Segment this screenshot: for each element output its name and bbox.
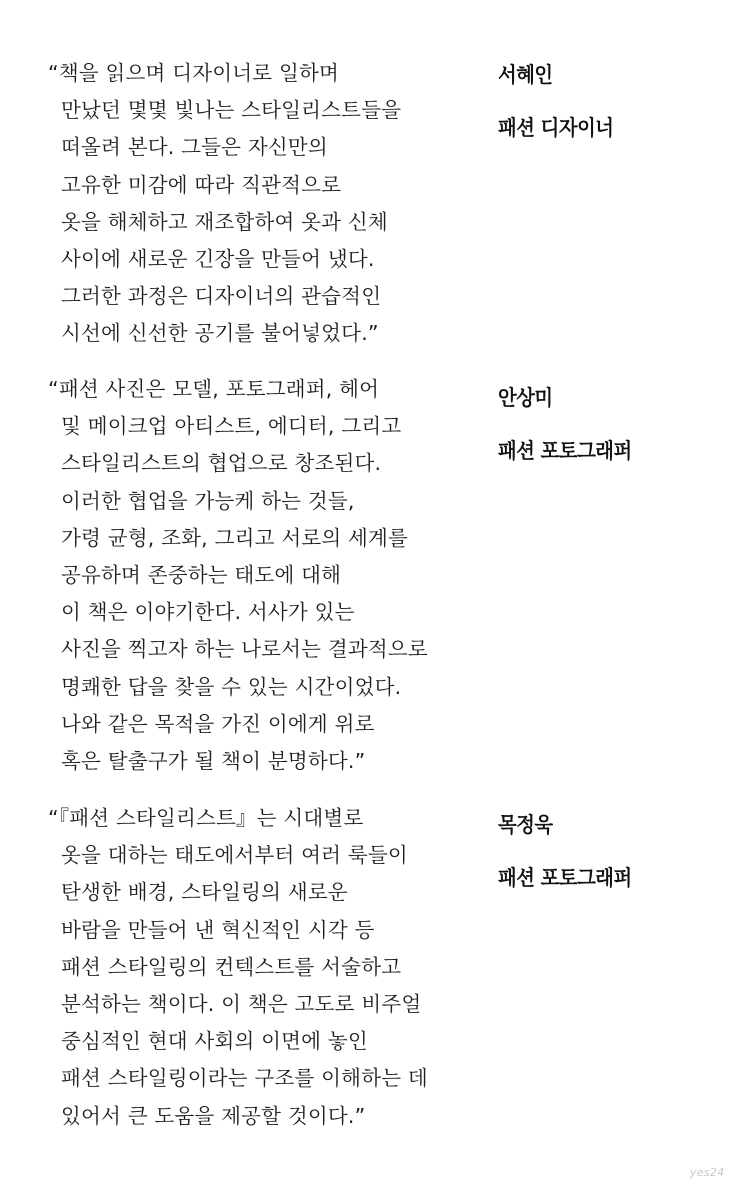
quote-line: 옷을 대하는 태도에서부터 여러 룩들이 bbox=[61, 843, 408, 868]
quote-line: 패션 스타일링의 컨텍스트를 서술하고 bbox=[61, 954, 402, 979]
quote-line: 이 책은 이야기한다. 서사가 있는 bbox=[61, 600, 355, 625]
quote-line: 그러한 과정은 디자이너의 관습적인 bbox=[61, 284, 382, 309]
author-role: 패션 포토그래퍼 bbox=[498, 866, 632, 890]
quote-line: 나와 같은 목적을 가진 이에게 위로 bbox=[61, 711, 375, 736]
review-quote bbox=[48, 800, 478, 1135]
author-name: 안상미 bbox=[498, 386, 553, 410]
quote-line: 고유한 미감에 따라 직관적으로 bbox=[61, 172, 342, 197]
quote-line: “책을 읽으며 디자이너로 일하며 bbox=[48, 61, 340, 85]
quote-line: 시선에 신선한 공기를 불어넣었다.” bbox=[61, 321, 379, 346]
quote-line: 사이에 새로운 긴장을 만들어 냈다. bbox=[61, 246, 375, 271]
quote-line: 있어서 큰 도움을 제공할 것이다.” bbox=[61, 1103, 366, 1128]
author-name: 서혜인 bbox=[498, 63, 553, 87]
quote-line: 패션 스타일링이라는 구조를 이해하는 데 bbox=[61, 1066, 428, 1091]
quote-line: 바람을 만들어 낸 혁신적인 시각 등 bbox=[61, 917, 375, 942]
quote-line: 가령 균형, 조화, 그리고 서로의 세계를 bbox=[61, 525, 409, 550]
quote-line: 명쾌한 답을 찾을 수 있는 시간이었다. bbox=[61, 674, 402, 699]
quote-line: 떠올려 본다. 그들은 자신만의 bbox=[61, 135, 328, 160]
quote-line: 중심적인 현대 사회의 이면에 놓인 bbox=[61, 1029, 368, 1054]
review-quote bbox=[48, 55, 478, 353]
review-author bbox=[498, 378, 718, 471]
quote-line: 탄생한 배경, 스타일링의 새로운 bbox=[61, 880, 348, 905]
quote-line: “패션 사진은 모델, 포토그래퍼, 헤어 bbox=[48, 377, 380, 401]
review-quote bbox=[48, 371, 478, 780]
quote-line: 만났던 몇몇 빛나는 스타일리스트들을 bbox=[61, 98, 402, 123]
quote-line: 분석하는 책이다. 이 책은 고도로 비주얼 bbox=[61, 991, 422, 1016]
watermark: yes24 bbox=[690, 1166, 725, 1179]
quote-line: 공유하며 존중하는 태도에 대해 bbox=[61, 562, 342, 587]
quote-line: 사진을 찍고자 하는 나로서는 결과적으로 bbox=[61, 637, 428, 662]
review-author bbox=[498, 55, 718, 148]
review-author bbox=[498, 805, 718, 898]
author-role: 패션 포토그래퍼 bbox=[498, 439, 632, 463]
quote-line: “『패션 스타일리스트』는 시대별로 bbox=[48, 806, 364, 830]
quote-line: 이러한 협업을 가능케 하는 것들, bbox=[61, 488, 355, 513]
author-name: 목정욱 bbox=[498, 813, 553, 837]
author-role: 패션 디자이너 bbox=[498, 116, 614, 140]
quote-line: 옷을 해체하고 재조합하여 옷과 신체 bbox=[61, 209, 388, 234]
quote-line: 및 메이크업 아티스트, 에디터, 그리고 bbox=[61, 414, 402, 439]
quote-line: 혹은 탈출구가 될 책이 분명하다.” bbox=[61, 748, 366, 773]
quote-line: 스타일리스트의 협업으로 창조된다. bbox=[61, 451, 382, 476]
